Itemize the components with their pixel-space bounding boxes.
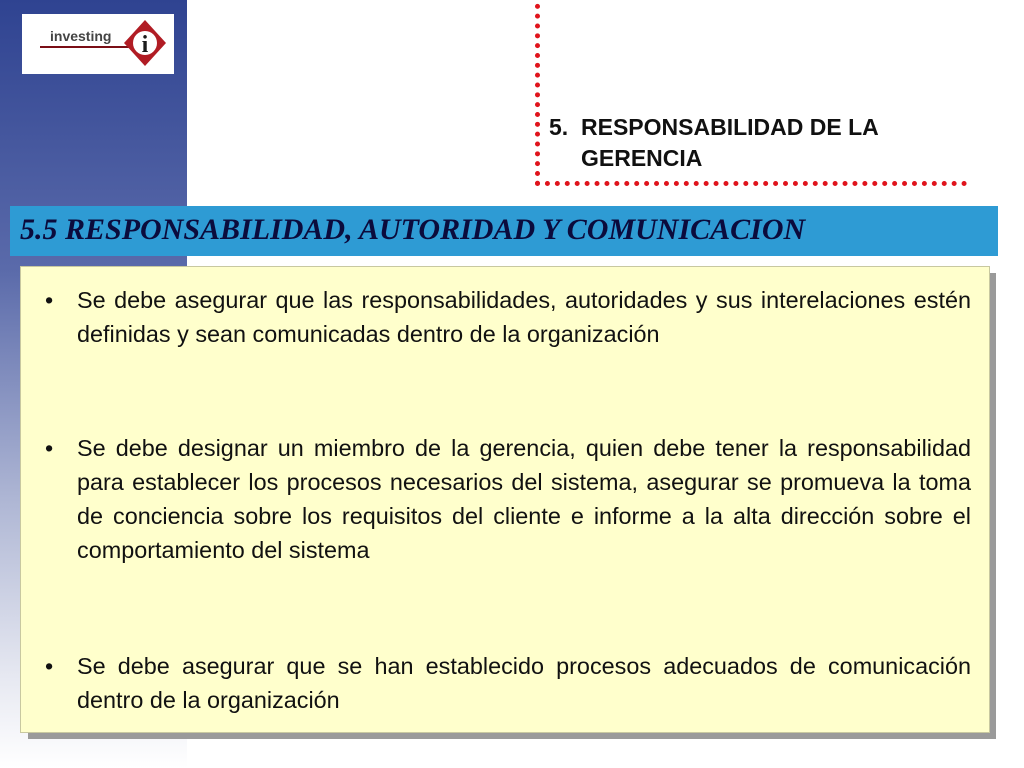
- bullet-dot-icon: •: [45, 435, 54, 461]
- bullet-dot-icon: •: [45, 287, 54, 313]
- section-heading: [549, 112, 969, 174]
- section-title: RESPONSABILIDAD DE LA GERENCIA: [581, 114, 878, 171]
- bullet-text: Se debe asegurar que las responsabilidades, autoridades y sus interelaciones estén definidas y sean comunicadas dentro de la organización: [77, 287, 971, 347]
- bullet-item: [45, 431, 971, 567]
- bullet-text: Se debe designar un miembro de la gerencia, quien debe tener la responsabilidad para establecer los procesos necesarios del sistema, asegurar se promueva la toma de conciencia sobre los requisitos del cliente e informe a la alta dirección sobre el comportamiento del sistema: [77, 435, 971, 563]
- bullet-item: [45, 283, 971, 351]
- content-box: [20, 266, 990, 733]
- title-bar: [10, 206, 998, 256]
- bullet-dot-icon: •: [45, 653, 54, 679]
- logo-diamond-icon: [122, 18, 168, 68]
- company-logo: [22, 14, 174, 74]
- logo-text: investing: [50, 28, 112, 44]
- bullet-text: Se debe asegurar que se han establecido procesos adecuados de comunicación dentro de la organización: [77, 653, 971, 713]
- slide-title: 5.5 RESPONSABILIDAD, AUTORIDAD Y COMUNICACION: [20, 213, 806, 246]
- logo-mark-letter: i: [141, 32, 149, 58]
- section-number: 5.: [549, 114, 569, 140]
- bullet-item: [45, 649, 971, 717]
